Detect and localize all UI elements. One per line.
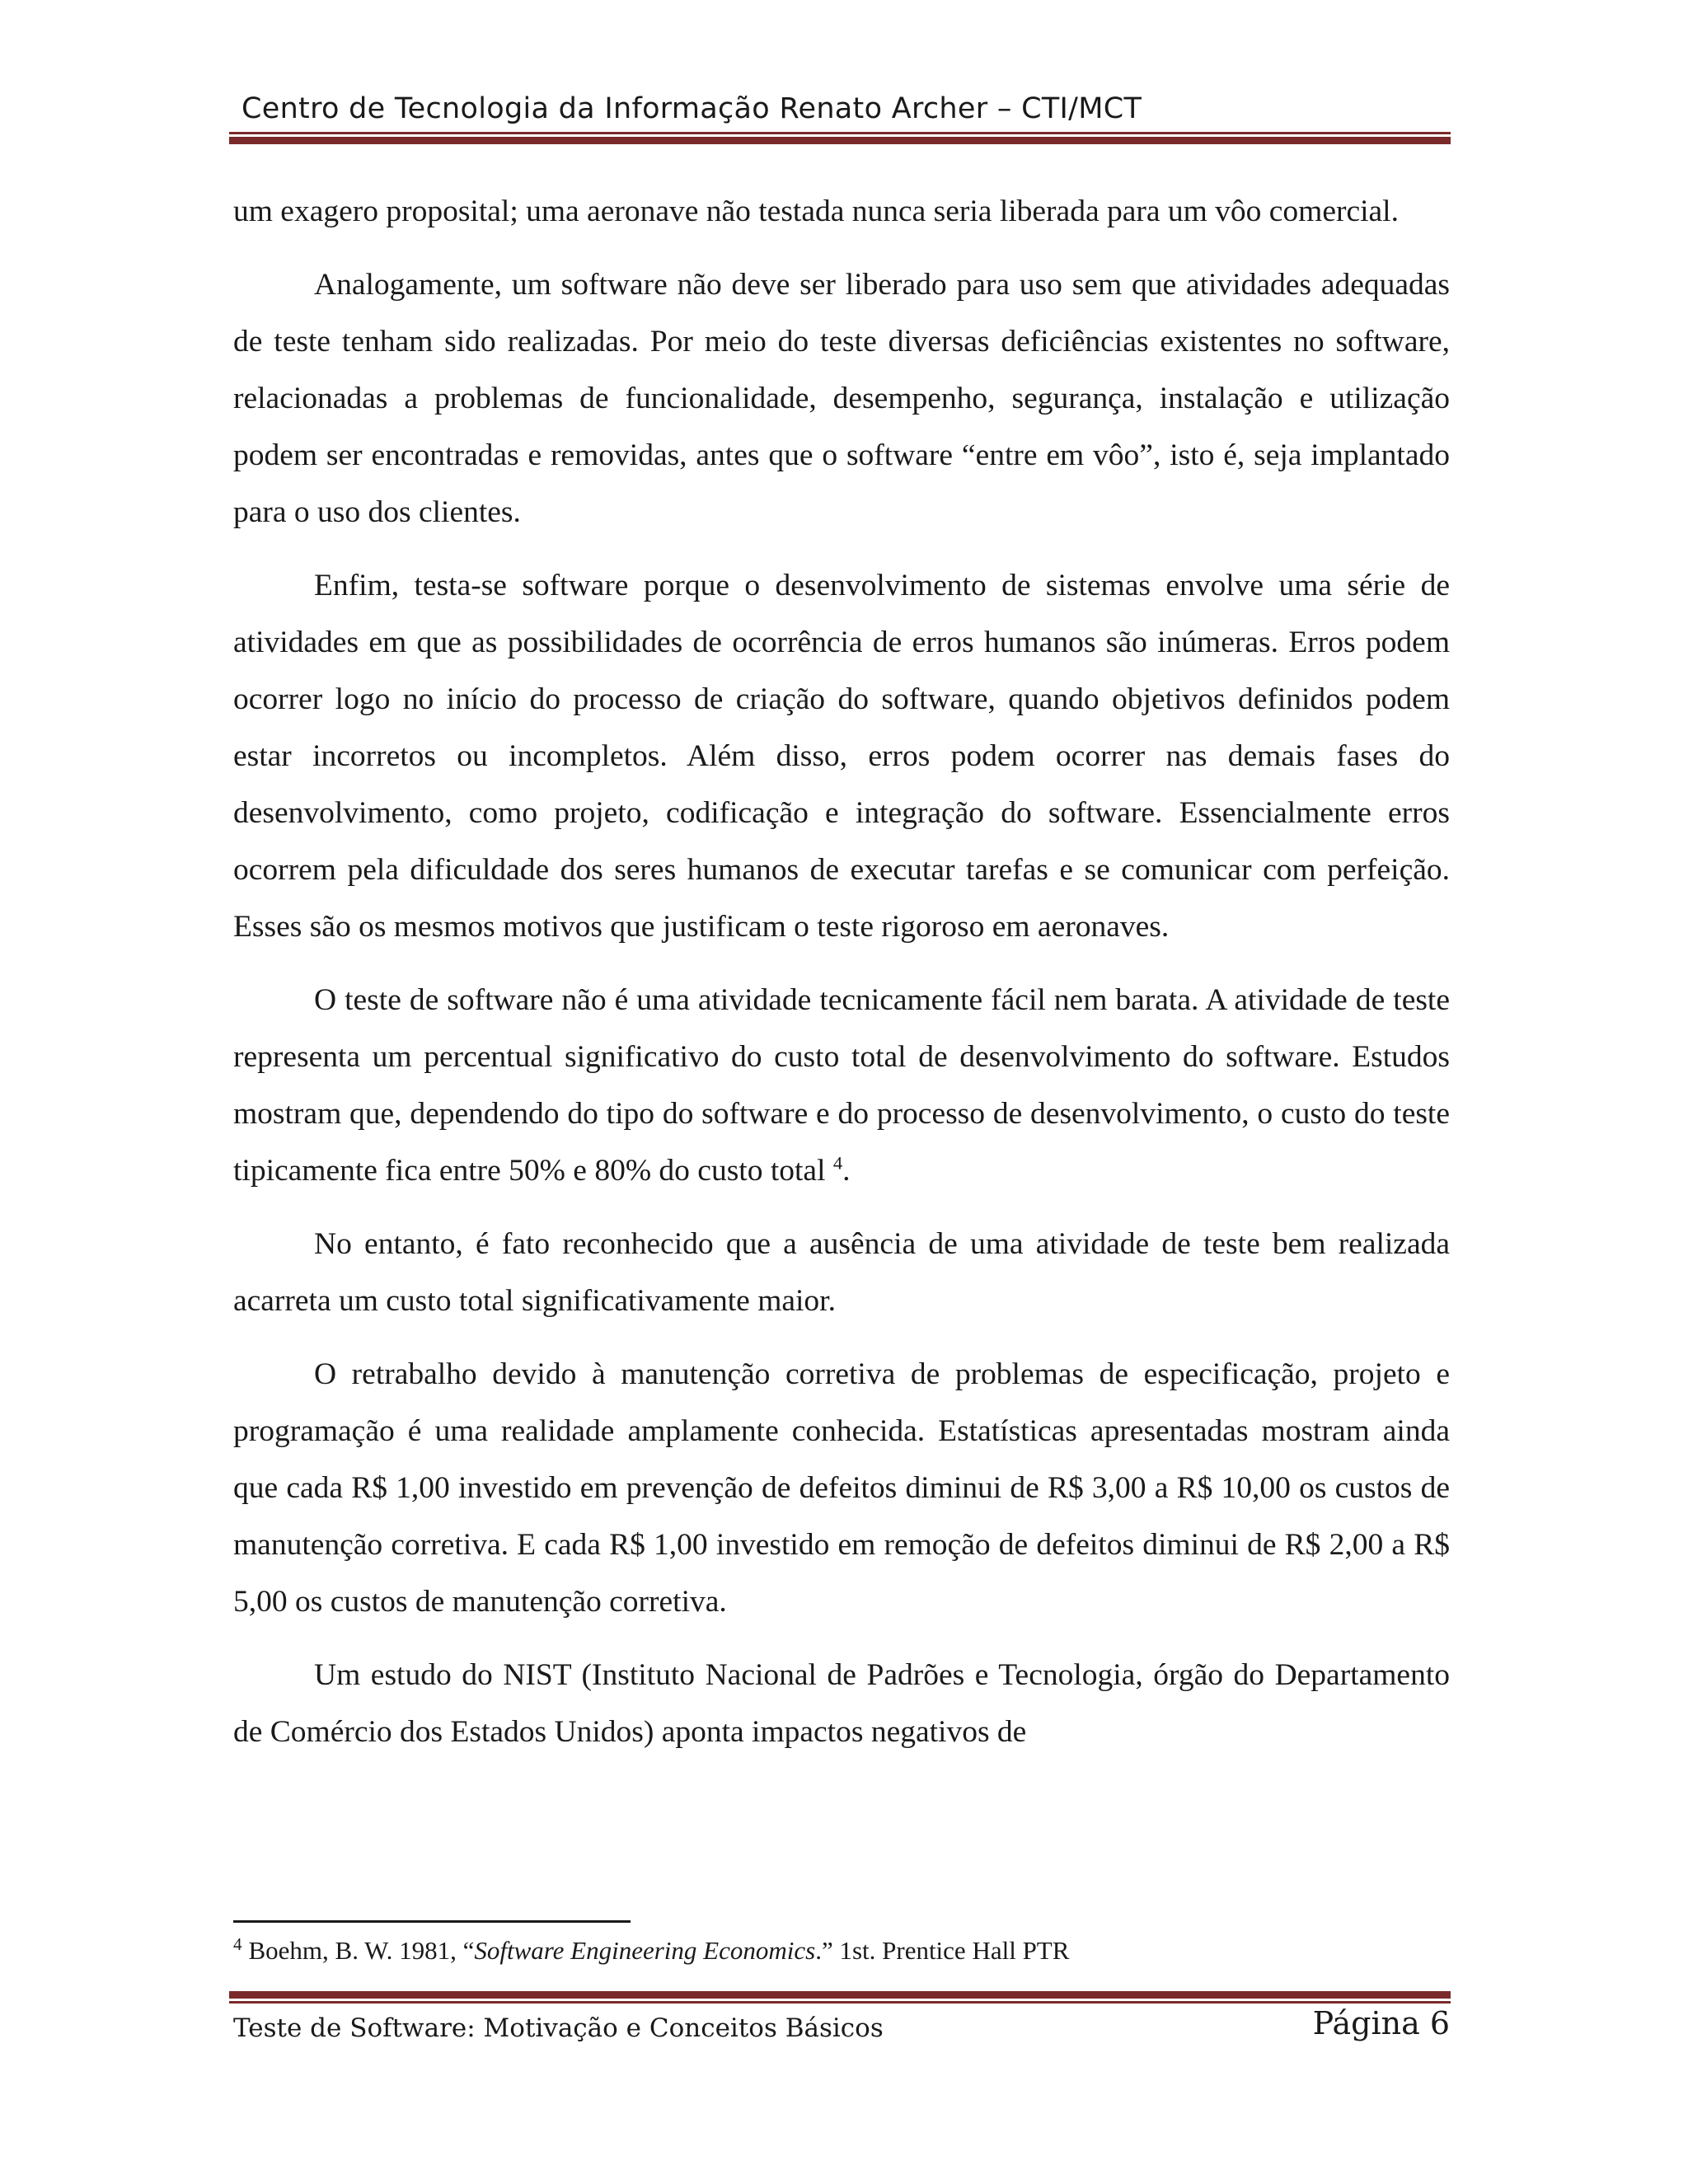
header-rule-thick: [229, 137, 1451, 144]
paragraph: Enfim, testa-se software porque o desenvolvimento de sistemas envolve uma série de atividades em que as possibilidades de ocorrência de erros humanos são inúmeras. Erros podem ocorrer logo no início do processo de criação do software, quando objetivos definidos podem estar incorretos ou incompletos. Além disso, erros podem ocorrer nas demais fases do desenvolvimento, como projeto, codificação e integração do software. Essencialmente erros ocorrem pela dificuldade dos seres humanos de executar tarefas e se comunicar com perfeição. Esses são os mesmos motivos que justificam o teste rigoroso em aeronaves.: [233, 569, 1450, 944]
footer-document-title: Teste de Software: Motivação e Conceitos Básicos: [233, 2013, 884, 2043]
footnote: [233, 1933, 1450, 1966]
paragraph-with-footnote: [233, 972, 1450, 1199]
footer-rule-thick: [229, 1991, 1451, 1999]
footnote-separator: [233, 1920, 631, 1923]
footnote-number: 4: [233, 1933, 242, 1954]
header-rule-thin: [229, 132, 1451, 134]
paragraph: Analogamente, um software não deve ser liberado para uso sem que atividades adequadas de teste tenham sido realizadas. Por meio do teste diversas deficiências existentes no software, relacionadas a problemas de funcionalidade, desempenho, segurança, instalação e utilização podem ser encontradas e removidas, antes que o software “entre em vôo”, isto é, seja implantado para o uso dos clientes.: [233, 268, 1450, 529]
footnote-text-after: .” 1st. Prentice Hall PTR: [815, 1936, 1070, 1965]
paragraph-text: O teste de software não é uma atividade tecnicamente fácil nem barata. A atividade de teste representa um percentual significativo do custo total de desenvolvimento do software. Estudos mostram que, dependendo do tipo do software e do processo de desenvolvimento, o custo do teste tipicamente fica entre 50% e 80% do custo total: [233, 983, 1450, 1188]
running-header: Centro de Tecnologia da Informação Renato Archer – CTI/MCT: [241, 92, 1142, 125]
paragraph: No entanto, é fato reconhecido que a ausência de uma atividade de teste bem realizada acarreta um custo total significativamente maior.: [233, 1227, 1450, 1318]
paragraph-continuation: um exagero proposital; uma aeronave não testada nunca seria liberada para um vôo comercial.: [233, 194, 1399, 228]
footnote-text-before: Boehm, B. W. 1981, “: [248, 1936, 475, 1965]
page-number: Página 6: [1312, 2005, 1450, 2041]
paragraph-tail: .: [842, 1154, 851, 1188]
paragraph-continues: Um estudo do NIST (Instituto Nacional de Padrões e Tecnologia, órgão do Departamento de Comércio dos Estados Unidos) aponta impactos negativos de: [233, 1658, 1450, 1749]
footer-rule-thin: [229, 2001, 1451, 2004]
body-text: [233, 183, 1450, 1777]
footnote-book-title: Software Engineering Economics: [474, 1936, 816, 1965]
paragraph: O retrabalho devido à manutenção corretiva de problemas de especificação, projeto e programação é uma realidade amplamente conhecida. Estatísticas apresentadas mostram ainda que cada R$ 1,00 investido em prevenção de defeitos diminui de R$ 3,00 a R$ 10,00 os custos de manutenção corretiva. E cada R$ 1,00 investido em remoção de defeitos diminui de R$ 2,00 a R$ 5,00 os custos de manutenção corretiva.: [233, 1357, 1450, 1619]
footnote-reference[interactable]: 4: [832, 1152, 843, 1174]
